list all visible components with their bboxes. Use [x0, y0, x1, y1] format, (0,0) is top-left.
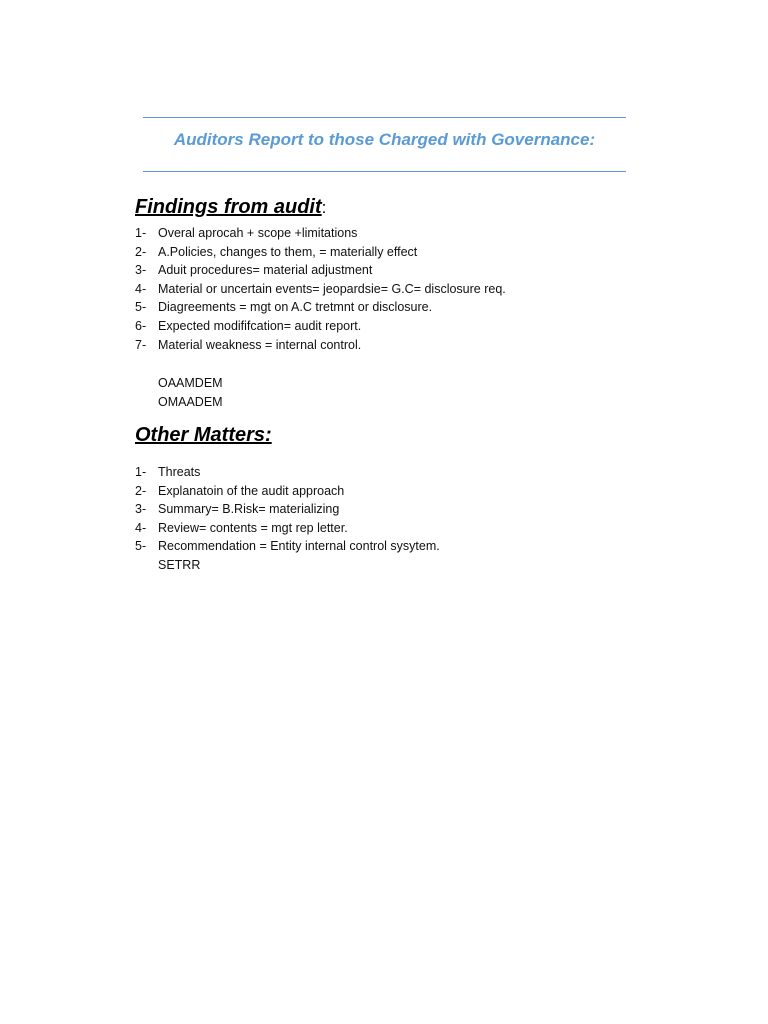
other-matters-heading	[135, 424, 272, 447]
other-matters-list	[135, 463, 440, 556]
findings-heading	[135, 196, 326, 219]
list-item-text: Overal aprocah + scope +limitations	[158, 226, 358, 240]
list-item-number: 6-	[135, 318, 147, 333]
list-item-text: Threats	[158, 465, 201, 479]
title-bottom-rule	[143, 171, 626, 172]
findings-heading-colon: :	[321, 198, 327, 217]
list-item	[135, 243, 506, 262]
list-item-number: 4-	[135, 520, 147, 535]
list-item	[135, 537, 440, 556]
list-item-number: 7-	[135, 337, 147, 352]
list-item-number: 3-	[135, 502, 147, 517]
list-item	[135, 280, 506, 299]
list-item-text: Material weakness = internal control.	[158, 337, 362, 352]
findings-list	[135, 224, 506, 354]
list-item-text: Diagreements = mgt on A.C tretmnt or disclosure.	[158, 300, 433, 315]
list-item	[135, 519, 440, 538]
list-item-number: 1-	[135, 465, 147, 479]
list-item	[135, 298, 506, 317]
list-item-number: 5-	[135, 300, 147, 315]
list-item-number: 1-	[135, 226, 147, 240]
list-item-number: 5-	[135, 539, 147, 554]
list-item-number: 2-	[135, 244, 147, 259]
findings-heading-text: Findings from audit	[135, 196, 322, 218]
list-item	[135, 261, 506, 280]
list-item	[135, 317, 506, 336]
findings-mnemonic-1: OAAMDEM	[158, 376, 223, 390]
list-item-text: Material or uncertain events= jeopardsie= G.C= disclosure req.	[158, 281, 506, 296]
list-item-text: Aduit procedures= material adjustment	[158, 263, 373, 278]
list-item-text: Expected modififcation= audit report.	[158, 318, 362, 333]
list-item-number: 3-	[135, 263, 147, 278]
list-item	[135, 224, 506, 243]
list-item-text: A.Policies, changes to them, = materially effect	[158, 244, 418, 259]
other-matters-mnemonic: SETRR	[158, 558, 201, 572]
findings-mnemonic-2: OMAADEM	[158, 395, 223, 409]
list-item-number: 4-	[135, 281, 147, 296]
list-item	[135, 482, 440, 501]
other-matters-heading-text: Other Matters:	[135, 424, 272, 446]
list-item	[135, 500, 440, 519]
list-item-number: 2-	[135, 483, 147, 498]
list-item	[135, 463, 440, 482]
list-item-text: Summary= B.Risk= materializing	[158, 502, 340, 517]
title-top-rule	[143, 117, 626, 118]
document-title: Auditors Report to those Charged with Governance:	[173, 130, 596, 149]
list-item-text: Recommendation = Entity internal control sysytem.	[158, 539, 440, 554]
list-item	[135, 336, 506, 355]
list-item-text: Review= contents = mgt rep letter.	[158, 520, 348, 535]
list-item-text: Explanatoin of the audit approach	[158, 483, 345, 498]
